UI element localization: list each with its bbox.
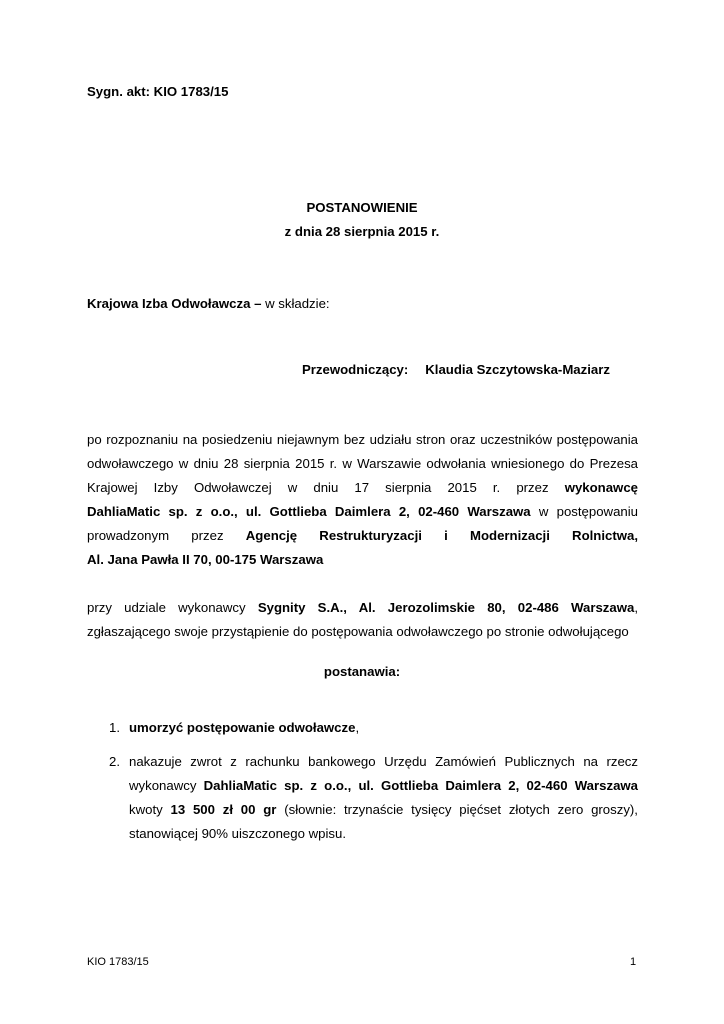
decision-heading: postanawia: — [323, 664, 401, 679]
item-2-line-4: stanowiącej 90% uiszczonego wpisu. — [129, 826, 346, 841]
case-signature: Sygn. akt: KIO 1783/15 — [87, 84, 229, 99]
document-date: z dnia 28 sierpnia 2015 r. — [284, 224, 440, 239]
participant-line-1: przy udziale wykonawcy Sygnity S.A., Al. Jerozolimskie 80, 02-486 Warszawa, — [87, 600, 639, 615]
footer-case-number: KIO 1783/15 — [87, 956, 149, 968]
document-title: POSTANOWIENIE — [306, 200, 418, 215]
panel-composition: Krajowa Izba Odwoławcza – w składzie: — [87, 296, 330, 311]
item-1-text: umorzyć postępowanie odwoławcze, — [129, 720, 360, 735]
item-1-number: 1. — [109, 720, 120, 735]
participant-line-2: zgłaszającego swoje przystąpienie do postępowania odwoławczego po stronie odwołującego — [87, 624, 629, 639]
intro-line-3: Krajowej Izby Odwoławczej w dniu 17 sierpnia 2015 r. przez wykonawcę — [87, 480, 638, 495]
item-2-line-2: wykonawcy DahliaMatic sp. z o.o., ul. Gottlieba Daimlera 2, 02-460 Warszawa — [129, 778, 638, 793]
page-number: 1 — [630, 956, 637, 968]
intro-line-1: po rozpoznaniu na posiedzeniu niejawnym bez udziału stron oraz uczestników postępowania — [87, 432, 638, 447]
item-2-number: 2. — [109, 754, 120, 769]
intro-line-5: prowadzonym przez Agencję Restrukturyzacji i Modernizacji Rolnictwa, — [87, 528, 639, 543]
item-2-line-3: kwoty 13 500 zł 00 gr (słownie: trzynaście tysięcy pięćset złotych zero groszy), — [129, 802, 638, 817]
intro-line-4: DahliaMatic sp. z o.o., ul. Gottlieba Daimlera 2, 02-460 Warszawa w postępowaniu — [87, 504, 639, 519]
item-2-line-1: nakazuje zwrot z rachunku bankowego Urzędu Zamówień Publicznych na rzecz — [129, 754, 638, 769]
intro-line-2: odwoławczego w dniu 28 sierpnia 2015 r. w Warszawie odwołania wniesionego do Prezesa — [87, 456, 638, 471]
intro-line-6: Al. Jana Pawła II 70, 00-175 Warszawa — [87, 552, 324, 567]
chair-line: Przewodniczący: Klaudia Szczytowska-Maziarz — [302, 362, 610, 377]
